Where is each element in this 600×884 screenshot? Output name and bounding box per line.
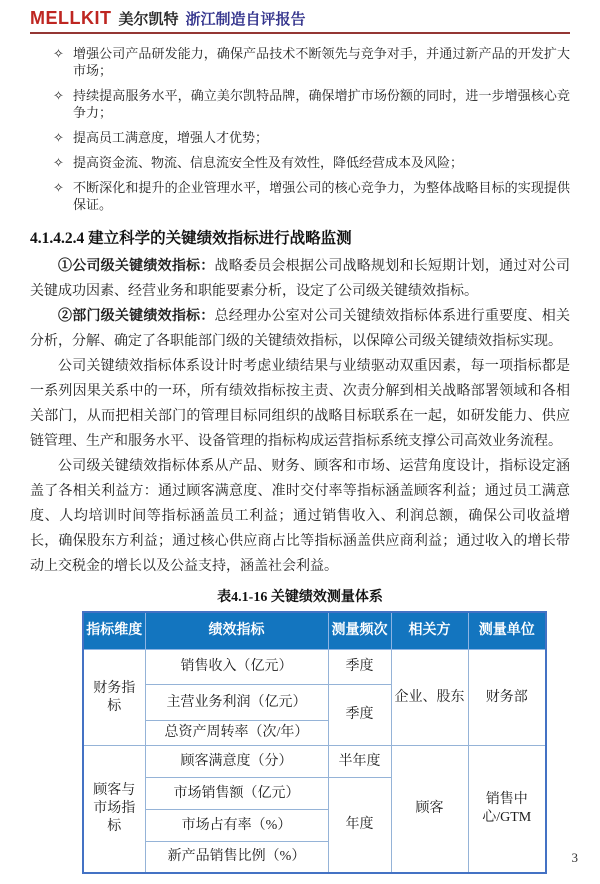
cell-unit-finance: 财务部 [468,650,546,746]
body-paragraphs [30,254,570,579]
paragraph-lead: ②部门级关键绩效指标： [58,309,215,324]
paragraph-text: 战略委员会根据公司战略规划和长短期计划，通过对公司关键成功因素、经营业务和职能要素分析，设定了公司级关键绩效指标。 [30,259,570,299]
paragraph-stakeholders: 公司级关键绩效指标体系从产品、财务、顾客和市场、运营角度设计，指标设定涵盖了各相关利益方：通过顾客满意度、准时交付率等指标涵盖顾客利益；通过员工满意度、人均培训时间等指标涵盖员工利益；通过销售收入、利润总额，确保公司收益增长，确保股东方利益；通过核心供应商占比等指标涵盖供应商利益；通过收入的增长带动上交税金的增长以及公益支持，涵盖社会利益。 [30,459,570,574]
paragraph-text: 总经理办公室对公司关键绩效指标体系进行重要度、相关分析，分解、确定了各职能部门级的关键绩效指标，以保障公司级关键绩效指标实现。 [30,309,570,349]
diamond-bullet-icon: ✧ [53,180,64,195]
column-header-stakeholder: 相关方 [391,612,468,650]
bullet-text: 持续提高服务水平，确立美尔凯特品牌，确保增扩市场份额的同时，进一步增强核心竞争力； [73,88,570,120]
cell-indicator: 新产品销售比例（%） [145,842,328,874]
section-heading: 4.1.4.2.4 建立科学的关键绩效指标进行战略监测 [30,230,352,247]
strategy-bullet-list [30,45,570,213]
cell-indicator: 市场占有率（%） [145,810,328,842]
list-item [30,87,570,121]
paragraph-lead: ①公司级关键绩效指标： [58,259,215,274]
bullet-text: 不断深化和提升的企业管理水平，增强公司的核心竞争力，为整体战略目标的实现提供保证。 [73,180,570,212]
cell-indicator: 总资产周转率（次/年） [145,721,328,746]
table-header-row [83,612,546,650]
table-caption: 表4.1-16 关键绩效测量体系 [217,590,383,605]
list-item [30,179,570,213]
column-header-frequency: 测量频次 [328,612,391,650]
cell-dimension-finance: 财务指标 [83,650,145,746]
table-row [83,746,546,778]
cell-indicator: 销售收入（亿元） [145,650,328,685]
bullet-text: 提高资金流、物流、信息流安全性及有效性，降低经营成本及风险； [73,155,464,170]
cell-indicator: 顾客满意度（分） [145,746,328,778]
cell-unit-customer: 销售中心/GTM [468,746,546,874]
diamond-bullet-icon: ✧ [53,46,64,61]
diamond-bullet-icon: ✧ [53,130,64,145]
company-name: 美尔凯特 [118,12,179,28]
column-header-dimension: 指标维度 [83,612,145,650]
page-header [30,8,570,34]
cell-stakeholder-customer: 顾客 [391,746,468,874]
column-header-indicator: 绩效指标 [145,612,328,650]
mellkit-logo: MELLKIT [30,8,112,28]
cell-frequency: 季度 [328,685,391,746]
paragraph-kpi-design: 公司关键绩效指标体系设计时考虑业绩结果与业绩驱动双重因素，每一项指标都是一系列因果关系中的一环，所有绩效指标按主责、次责分解到相关战略部署领域和各相关部门，从而把相关部门的管理目标同组织的战略目标联系在一起，如研发能力、供应链管理、生产和服务水平、设备管理的指标构成运营指标系统支撑公司高效业务流程。 [30,359,570,449]
document-title: 浙江制造自评报告 [185,12,306,28]
table-row [83,650,546,685]
cell-frequency: 半年度 [328,746,391,778]
paragraph-department-kpi [30,304,570,354]
cell-stakeholder-finance: 企业、股东 [391,650,468,746]
column-header-unit: 测量单位 [468,612,546,650]
cell-frequency: 季度 [328,650,391,685]
list-item [30,154,570,171]
bullet-text: 提高员工满意度，增强人才优势； [73,130,269,145]
paragraph-company-kpi [30,254,570,304]
list-item [30,129,570,146]
diamond-bullet-icon: ✧ [53,155,64,170]
diamond-bullet-icon: ✧ [53,88,64,103]
cell-frequency: 年度 [328,778,391,874]
cell-indicator: 市场销售额（亿元） [145,778,328,810]
cell-dimension-customer: 顾客与市场指标 [83,746,145,874]
kpi-measurement-table [82,611,547,874]
cell-indicator: 主营业务利润（亿元） [145,685,328,721]
list-item [30,45,570,79]
bullet-text: 增强公司产品研发能力，确保产品技术不断领先与竞争对手，并通过新产品的开发扩大市场； [73,46,570,78]
page-number: 3 [571,850,578,865]
